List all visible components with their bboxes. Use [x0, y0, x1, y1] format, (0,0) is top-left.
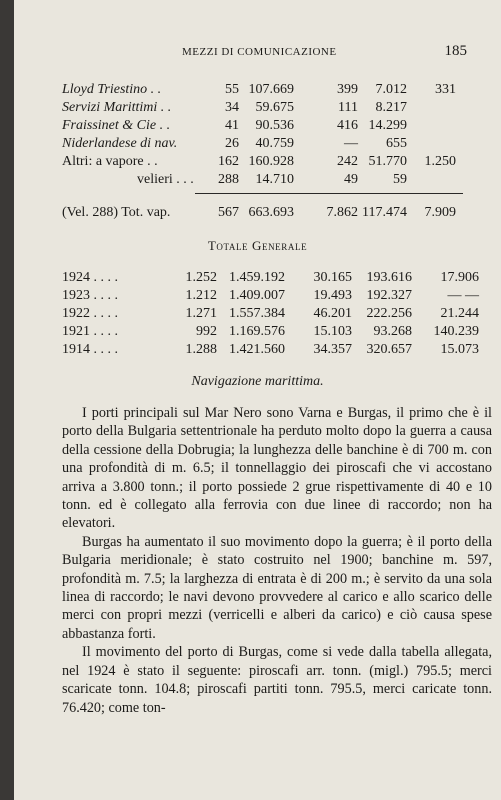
cell: 49 — [344, 172, 358, 187]
cell: 34 — [225, 100, 239, 115]
company-name: Lloyd Triestino . . — [62, 82, 162, 97]
cell: 117.474 — [362, 205, 407, 220]
cell: 21.244 — [440, 306, 479, 321]
body-text — [62, 404, 492, 717]
cell: 17.906 — [440, 270, 479, 285]
cell: 1.421.560 — [229, 342, 285, 357]
cell: 192.327 — [366, 288, 412, 303]
company-name: Niderlandese di nav. — [62, 136, 178, 151]
cell: 90.536 — [255, 118, 294, 133]
cell: 1.459.192 — [229, 270, 285, 285]
paragraph: I porti principali sul Mar Nero sono Varna e Burgas, il primo che è il porto della Bulgaria settentrionale ha perduto molto dopo la guerra a causa della cessione della Dobrugia; la lunghezza delle banchine è di 700 m. con una profondità di m. 6.5; il tonnellaggio dei piroscafi che vi accostano arriva a 3.800 tonn.; il porto possiede 2 grue rispettivamente di 40 e 10 tonn. ed è collegato alla ferrovia con due linee di raccordo; non ha elevatori. — [62, 405, 492, 532]
year-label: 1914 . . . . — [62, 342, 118, 357]
cell: — — — [447, 288, 479, 303]
cell: 162 — [218, 154, 239, 169]
year-label: 1924 . . . . — [62, 270, 118, 285]
cell: 222.256 — [366, 306, 412, 321]
cell: 663.693 — [248, 205, 294, 220]
cell: 416 — [337, 118, 358, 133]
cell: 1.250 — [424, 154, 456, 169]
cell: — — [344, 136, 358, 151]
table-row — [14, 136, 501, 153]
sum-rule — [195, 193, 463, 194]
cell: 160.928 — [248, 154, 294, 169]
cell: 34.357 — [313, 342, 352, 357]
cell: 992 — [196, 324, 217, 339]
table-row — [14, 82, 501, 99]
cell: 1.252 — [185, 270, 217, 285]
cell: 193.616 — [366, 270, 412, 285]
cell: 331 — [435, 82, 456, 97]
general-total-heading: Totale Generale — [207, 238, 308, 253]
table-row — [14, 342, 501, 359]
cell: 1.212 — [185, 288, 217, 303]
row-label: velieri . . . — [137, 172, 194, 187]
table-row — [14, 118, 501, 135]
cell: 46.201 — [313, 306, 352, 321]
cell: 15.103 — [313, 324, 352, 339]
table-row — [14, 288, 501, 305]
cell: 107.669 — [248, 82, 294, 97]
cell: 140.239 — [433, 324, 479, 339]
cell: 59 — [393, 172, 407, 187]
cell: 567 — [218, 205, 239, 220]
table-row — [14, 306, 501, 323]
cell: 288 — [218, 172, 239, 187]
company-name: Fraissinet & Cie . . — [62, 118, 171, 133]
section-heading: Navigazione marittima. — [191, 374, 324, 389]
row-label: (Vel. 288) Tot. vap. — [62, 205, 171, 220]
cell: 41 — [225, 118, 239, 133]
cell: 1.169.576 — [229, 324, 285, 339]
cell: 1.557.384 — [229, 306, 285, 321]
cell: 14.710 — [255, 172, 294, 187]
cell: 93.268 — [373, 324, 412, 339]
book-page — [14, 0, 501, 800]
row-label: Altri: a vapore . . — [62, 154, 158, 169]
table-row — [14, 100, 501, 117]
cell: 19.493 — [313, 288, 352, 303]
year-label: 1921 . . . . — [62, 324, 118, 339]
running-header — [14, 43, 501, 62]
cell: 59.675 — [255, 100, 294, 115]
table-row — [14, 154, 501, 171]
header-title: MEZZI DI COMUNICAZIONE — [182, 46, 337, 58]
cell: 1.288 — [185, 342, 217, 357]
cell: 7.012 — [375, 82, 407, 97]
year-label: 1923 . . . . — [62, 288, 118, 303]
cell: 655 — [386, 136, 407, 151]
cell: 1.271 — [185, 306, 217, 321]
company-name: Servizi Marittimi . . — [62, 100, 172, 115]
table-row — [14, 324, 501, 341]
paragraph: Burgas ha aumentato il suo movimento dopo la guerra; è il porto della Bulgaria meridionale; è stato costruito nel 1900; banchine m. 597, profondità m. 7.5; la larghezza di entrata è di 200 m.; è servito da una sola linea di raccordo; le navi devono provvedere al carico e allo scarico delle merci con propri mezzi (verricelli e alberi da carico) e ciò causa spese abbastanza forti. — [62, 533, 492, 642]
total-row — [14, 205, 501, 222]
cell: 55 — [225, 82, 239, 97]
cell: 320.657 — [366, 342, 412, 357]
cell: 7.862 — [326, 205, 358, 220]
cell: 111 — [338, 100, 358, 115]
cell: 14.299 — [368, 118, 407, 133]
table-row — [14, 270, 501, 287]
table-row — [14, 172, 501, 189]
cell: 30.165 — [313, 270, 352, 285]
cell: 242 — [337, 154, 358, 169]
paragraph: Il movimento del porto di Burgas, come si vede dalla tabella allegata, nel 1924 è stato il seguente: piroscafi arr. tonn. (migl.) 795.5; merci scaricate tonn. 104.8; piroscafi partiti tonn. 795.5, merci caricate tonn. 76.420; come ton- — [62, 644, 492, 716]
cell: 51.770 — [368, 154, 407, 169]
cell: 40.759 — [255, 136, 294, 151]
cell: 7.909 — [424, 205, 456, 220]
cell: 1.409.007 — [229, 288, 285, 303]
cell: 8.217 — [375, 100, 407, 115]
year-label: 1922 . . . . — [62, 306, 118, 321]
page-number: 185 — [444, 43, 467, 59]
cell: 15.073 — [440, 342, 479, 357]
cell: 399 — [337, 82, 358, 97]
cell: 26 — [225, 136, 239, 151]
